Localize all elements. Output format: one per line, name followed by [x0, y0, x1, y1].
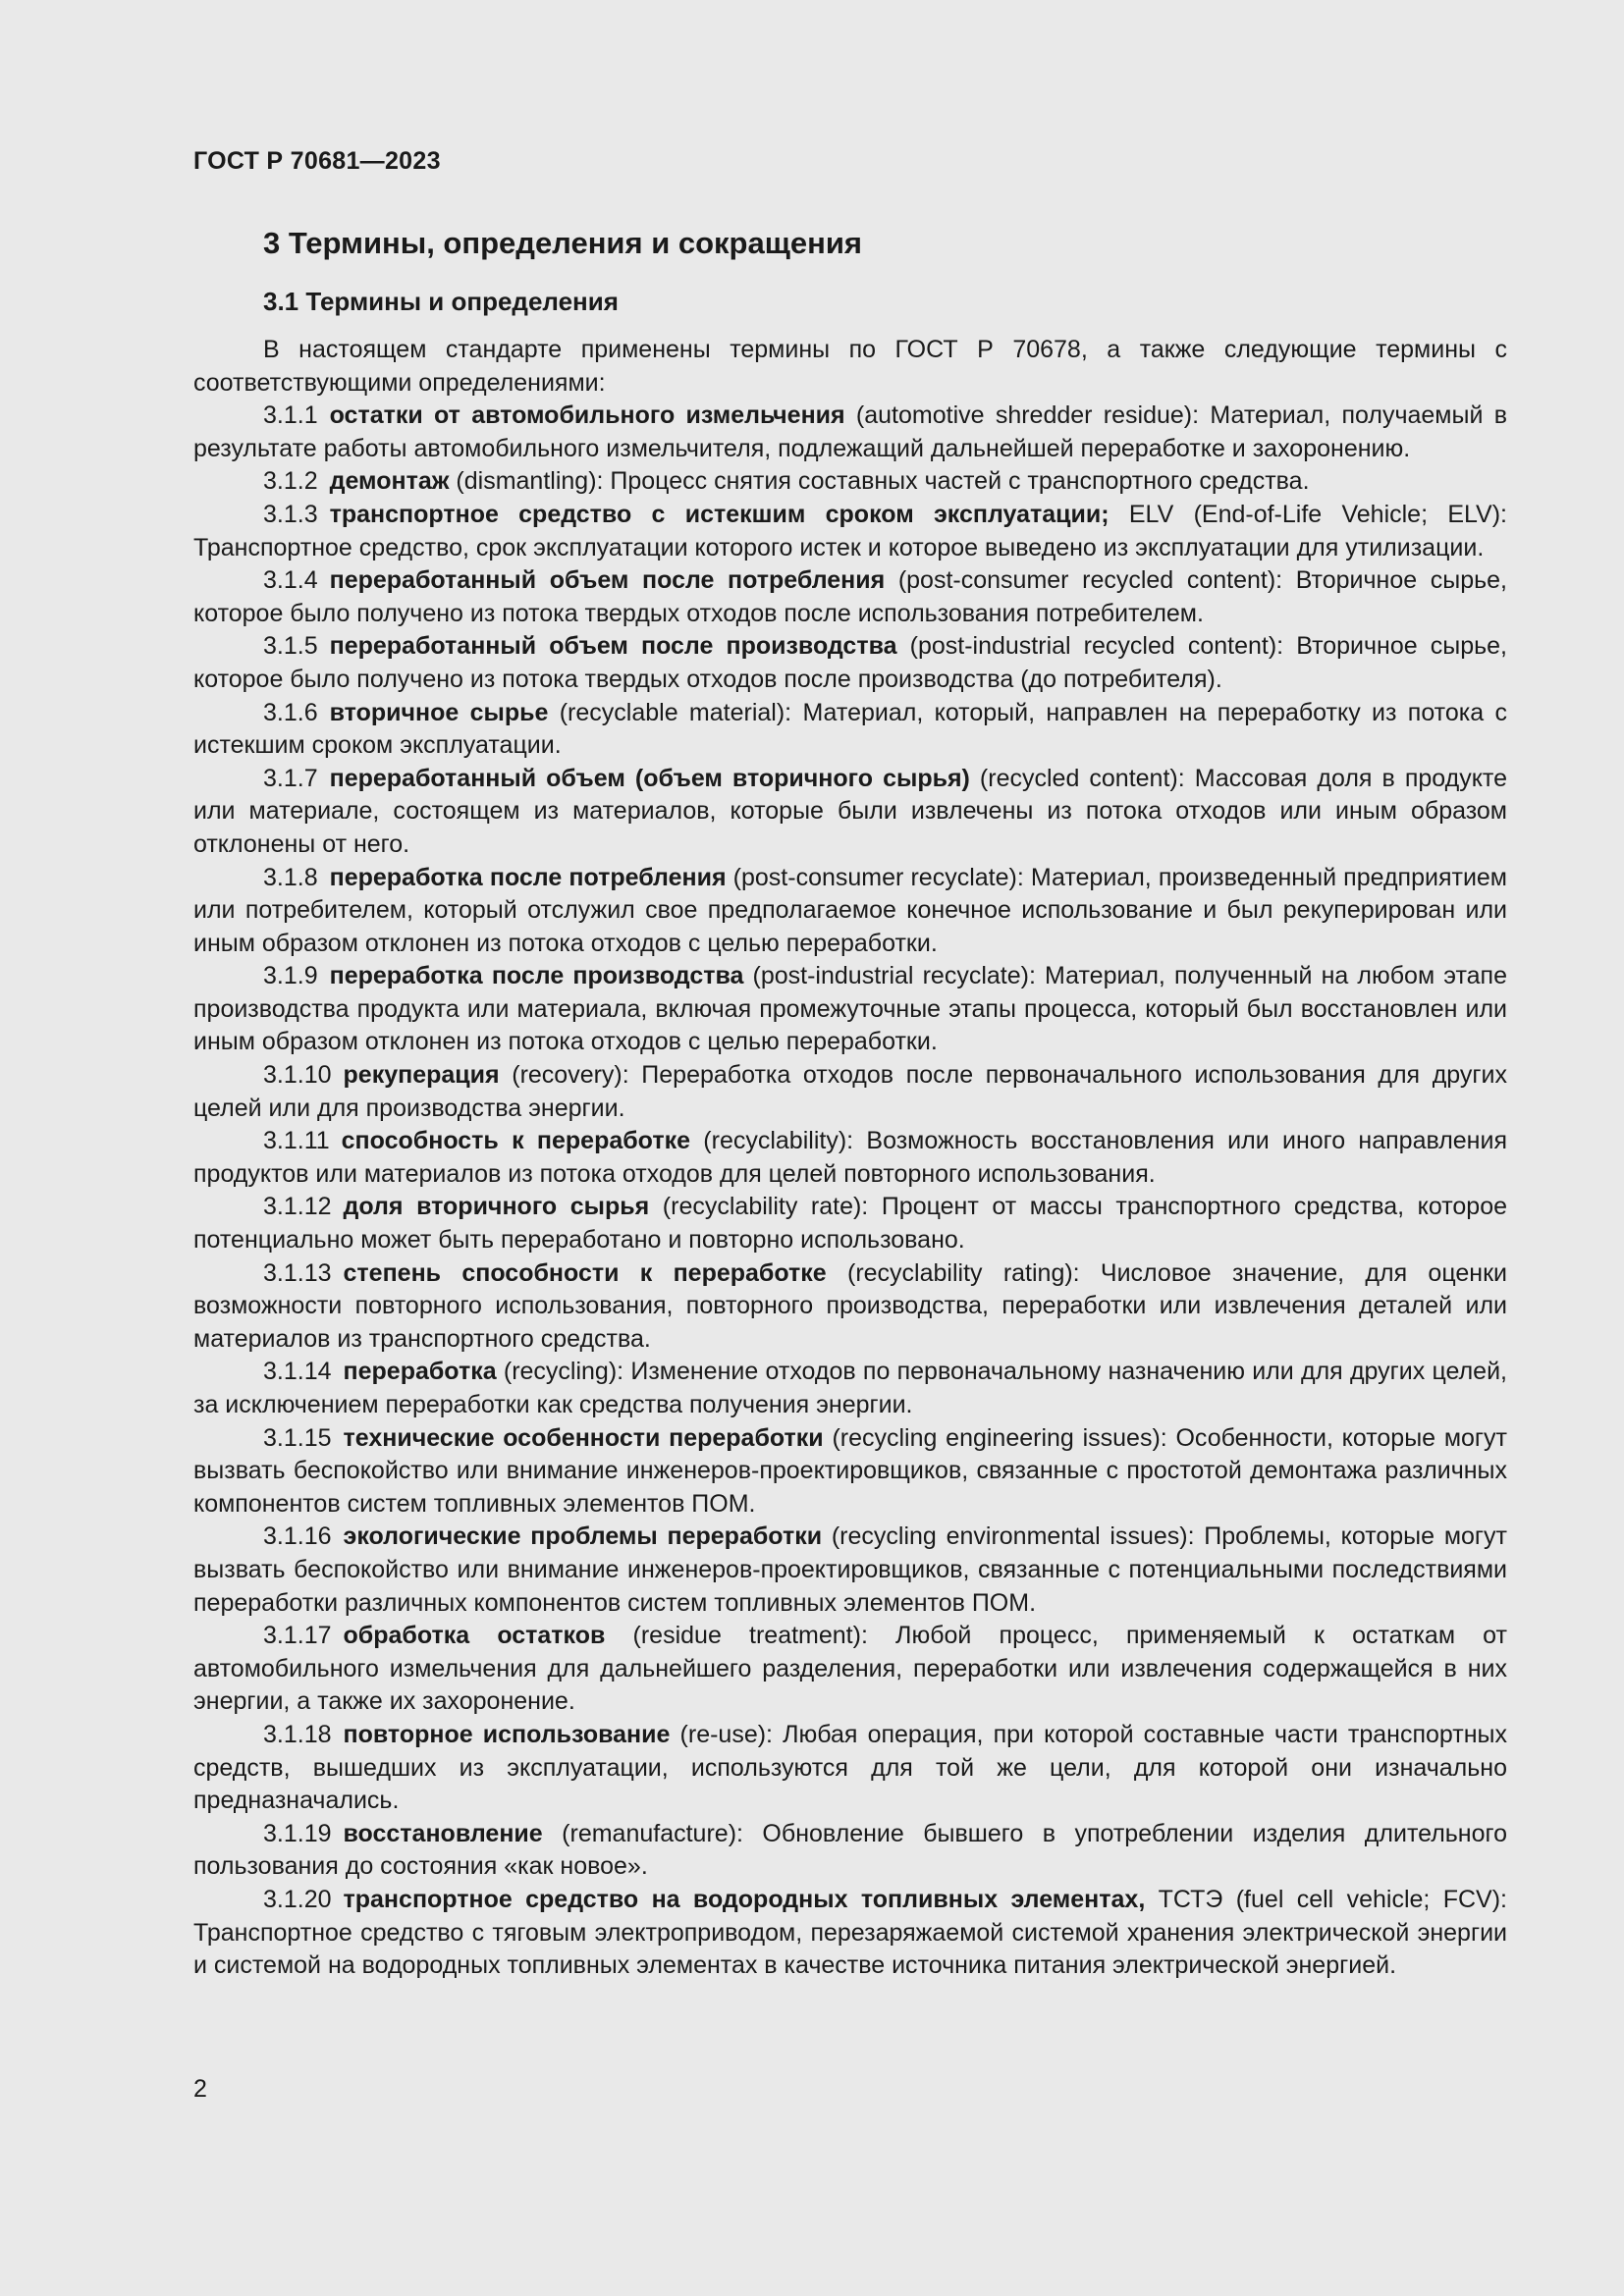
term-definition [193, 1059, 1507, 1125]
term-name: остатки от автомобильного измельчения [329, 401, 845, 430]
term-definition [193, 763, 1507, 862]
term-name: транспортное средство на водородных топливных элементах, [343, 1885, 1146, 1913]
term-text: (automotive shredder residue): Материал, получаемый в результате работы автомобильного измельчителя, подлежащий дальнейшей переработке и захоронению. [193, 401, 1507, 462]
term-definition [193, 1125, 1507, 1191]
term-name: технические особенности переработки [343, 1423, 824, 1452]
term-name: обработка остатков [343, 1622, 606, 1650]
term-text: (recycling environmental issues): Проблемы, которые могут вызвать беспокойство или внимание инженеров-проектировщиков, связанные с потенциальными последствиями переработки различных компонентов систем топливных элементов ПОМ. [193, 1522, 1507, 1617]
term-name: рекуперация [343, 1061, 500, 1090]
term-definition [193, 697, 1507, 763]
term-name: вторичное сырье [329, 698, 549, 726]
term-definition [193, 1620, 1507, 1719]
term-definition [193, 465, 1507, 499]
term-name: переработка после потребления [329, 863, 727, 891]
term-text: (post-industrial recycled content): Вторичное сырье, которое было получено из потока твердых отходов после производства (до потребителя). [193, 632, 1507, 693]
term-number: 3.1.10 [263, 1061, 332, 1090]
term-text: (recycled content): Массовая доля в продукте или материале, состоящем из материалов, которые были извлечены из потока отходов или иным образом отклонены от него. [193, 764, 1507, 858]
term-definition [193, 1884, 1507, 1983]
term-name: повторное использование [343, 1720, 671, 1748]
term-text: (remanufacture): Обновление бывшего в употреблении изделия длительного пользования до состояния «как новое». [193, 1819, 1507, 1881]
term-name: способность к переработке [341, 1127, 690, 1155]
term-text: (recycling): Изменение отходов по первоначальному назначению или для других целей, за исключением переработки как средства получения энергии. [193, 1358, 1507, 1418]
term-definition [193, 1257, 1507, 1357]
document-body [193, 334, 1507, 1983]
term-definition [193, 400, 1507, 465]
term-number: 3.1.19 [263, 1819, 332, 1847]
term-text: (recyclable material): Материал, который, направлен на переработку из потока с истекшим сроком эксплуатации. [193, 698, 1507, 760]
term-definition [193, 1521, 1507, 1620]
term-name: транспортное средство с истекшим сроком эксплуатации; [329, 500, 1110, 528]
term-text: ТСТЭ (fuel cell vehicle; FCV): Транспортное средство с тяговым электроприводом, перезаряжаемой системой хранения электрической энергии и системой на водородных топливных элементах в качестве источника питания электрической энергией. [193, 1885, 1507, 1980]
term-name: степень способности к переработке [343, 1258, 827, 1287]
term-definition [193, 1818, 1507, 1884]
term-name: переработанный объем после потребления [329, 566, 886, 595]
term-number: 3.1.8 [263, 863, 318, 891]
term-definition [193, 499, 1507, 564]
term-text: (recovery): Переработка отходов после первоначального использования для других целей или для производства энергии. [193, 1061, 1507, 1122]
term-number: 3.1.17 [263, 1622, 332, 1650]
term-text: (recyclability): Возможность восстановления или иного направления продуктов или материалов из потока отходов для целей повторного использования. [193, 1127, 1507, 1188]
term-name: переработанный объем (объем вторичного сырья) [329, 764, 970, 792]
term-number: 3.1.20 [263, 1885, 332, 1913]
term-definition [193, 862, 1507, 961]
term-number: 3.1.18 [263, 1720, 332, 1748]
term-definition [193, 960, 1507, 1059]
term-number: 3.1.5 [263, 632, 318, 661]
term-definition [193, 564, 1507, 630]
term-name: доля вторичного сырья [343, 1193, 650, 1221]
term-name: экологические проблемы переработки [343, 1522, 823, 1551]
term-text: (re-use): Любая операция, при которой составные части транспортных средств, вышедших из эксплуатации, используются для той же цели, для которой они изначально предназначались. [193, 1720, 1508, 1815]
term-number: 3.1.11 [263, 1127, 330, 1155]
term-name: восстановление [343, 1819, 543, 1847]
term-number: 3.1.9 [263, 962, 318, 990]
term-number: 3.1.13 [263, 1258, 332, 1287]
term-number: 3.1.1 [263, 401, 318, 430]
term-name: переработка [343, 1358, 497, 1386]
term-text: (post-consumer recyclate): Материал, произведенный предприятием или потребителем, который отслужил свое предполагаемое конечное использование и был рекуперирован или иным образом отклонен из потока отходов с целью переработки. [193, 863, 1507, 957]
term-definition [193, 1191, 1507, 1256]
term-text: (recyclability rating): Числовое значение, для оценки возможности повторного использования, повторного производства, переработки или извлечения деталей или материалов из транспортного средства. [193, 1258, 1507, 1353]
page-number: 2 [193, 2075, 207, 2103]
term-definition [193, 630, 1507, 696]
term-text: (post-industrial recyclate): Материал, полученный на любом этапе производства продукта или материала, включая промежуточные этапы процесса, который был восстановлен или иным образом отклонен из потока отходов с целью переработки. [193, 962, 1507, 1056]
term-number: 3.1.16 [263, 1522, 332, 1551]
term-name: переработанный объем после производства [329, 632, 897, 661]
terms-list [193, 400, 1507, 1983]
term-name: демонтаж [329, 467, 450, 496]
term-number: 3.1.4 [263, 566, 318, 595]
term-definition [193, 1422, 1507, 1522]
term-text: (recyclability rate): Процент от массы транспортного средства, которое потенциально может быть переработано и повторно использовано. [193, 1193, 1507, 1255]
subsection-title: 3.1 Термины и определения [263, 287, 619, 316]
term-text: (dismantling): Процесс снятия составных частей с транспортного средства. [449, 467, 1310, 496]
intro-paragraph: В настоящем стандарте применены термины по ГОСТ Р 70678, а также следующие термины с соответствующими определениями: [193, 336, 1507, 397]
term-number: 3.1.7 [263, 764, 318, 792]
term-definition [193, 1719, 1507, 1818]
section-title: 3 Термины, определения и сокращения [263, 226, 862, 260]
term-text: ELV (End-of-Life Vehicle; ELV): Транспортное средство, срок эксплуатации которого истек и которое выведено из эксплуатации для утилизации. [193, 500, 1507, 561]
term-number: 3.1.12 [263, 1193, 332, 1221]
term-text: (residue treatment): Любой процесс, применяемый к остаткам от автомобильного измельчения для дальнейшего разделения, переработки или извлечения содержащейся в них энергии, а также их захоронение. [193, 1622, 1507, 1716]
term-definition [193, 1356, 1507, 1421]
term-number: 3.1.2 [263, 467, 318, 496]
term-text: (post-consumer recycled content): Вторичное сырье, которое было получено из потока твердых отходов после использования потребителем. [193, 566, 1507, 627]
term-number: 3.1.15 [263, 1423, 332, 1452]
term-number: 3.1.3 [263, 500, 318, 528]
term-text: (recycling engineering issues): Особенности, которые могут вызвать беспокойство или внимание инженеров-проектировщиков, связанные с простотой демонтажа различных компонентов систем топливных элементов ПОМ. [193, 1423, 1508, 1518]
term-number: 3.1.14 [263, 1358, 332, 1386]
term-name: переработка после производства [329, 962, 744, 990]
term-number: 3.1.6 [263, 698, 318, 726]
document-header: ГОСТ Р 70681—2023 [193, 147, 441, 175]
